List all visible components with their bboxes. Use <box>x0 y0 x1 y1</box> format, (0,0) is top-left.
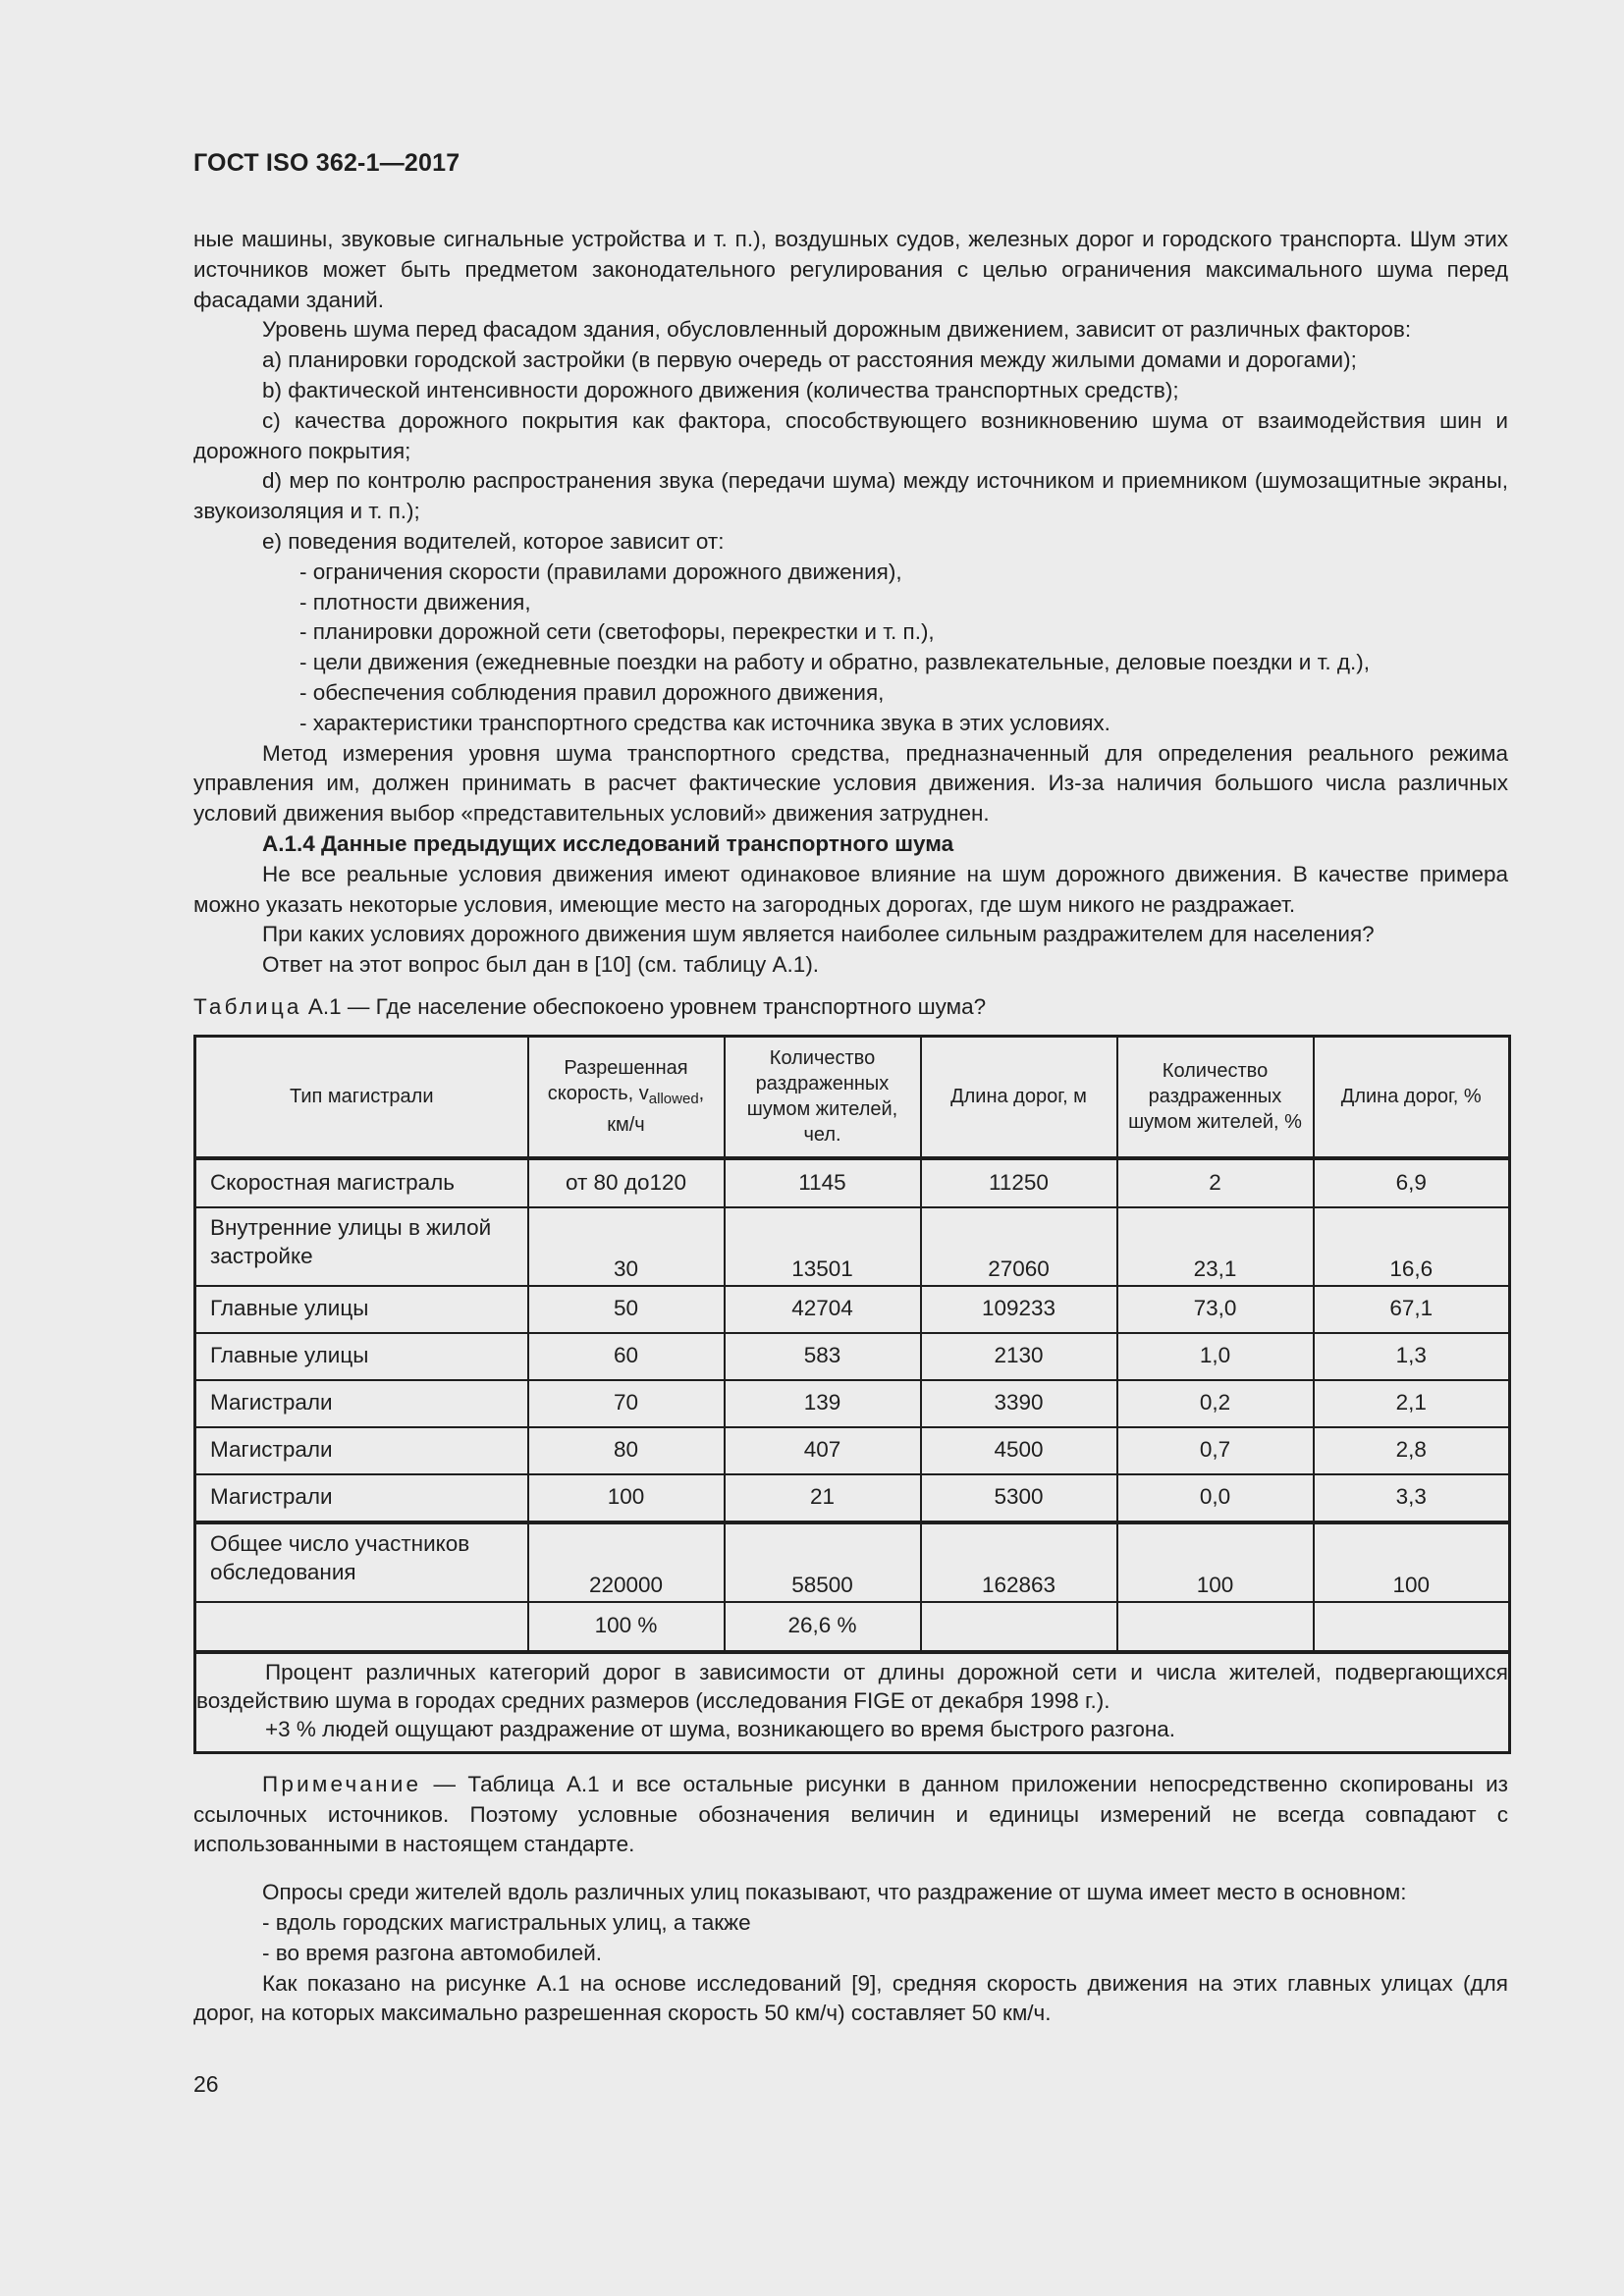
table-cell: 100 <box>1117 1522 1314 1602</box>
table-cell: Скоростная магистраль <box>195 1158 528 1207</box>
dash-item: - обеспечения соблюдения правил дорожного движения, <box>299 679 885 705</box>
table-cell: 67,1 <box>1314 1286 1510 1333</box>
table-cell: 2130 <box>921 1333 1117 1380</box>
table-cell: 70 <box>528 1380 725 1427</box>
table-row <box>195 1333 1510 1380</box>
table-cell: 58500 <box>725 1522 921 1602</box>
note-text: — Таблица А.1 и все остальные рисунки в данном приложении непосредственно скопированы из ссылочных источников. Поэтому условные обозначения величин и единицы измерений не всегда совпадают с использованными в настоящем стандарте. <box>193 1771 1508 1857</box>
table-cell: 1,3 <box>1314 1333 1510 1380</box>
table-cell: Магистрали <box>195 1380 528 1427</box>
table-footnote-row <box>195 1652 1510 1753</box>
speed-header-sub: allowed <box>648 1091 699 1108</box>
table-cell <box>1117 1602 1314 1652</box>
table-cell: 21 <box>725 1474 921 1522</box>
table-cell: 50 <box>528 1286 725 1333</box>
table-cell: 11250 <box>921 1158 1117 1207</box>
table-cell: Магистрали <box>195 1474 528 1522</box>
table-footnote-text: +3 % людей ощущают раздражение от шума, возникающего во время быстрого разгона. <box>265 1716 1176 1741</box>
speed-header-text: Разрешенная скорость, v <box>547 1057 688 1105</box>
list-item: c) качества дорожного покрытия как фактора, способствующего возникновению шума от взаимодействия шин и дорожного покрытия; <box>193 407 1508 463</box>
table-row <box>195 1207 1510 1286</box>
paragraph: Метод измерения уровня шума транспортного средства, предназначенный для определения реального режима управления им, должен принимать в расчет фактические условия движения. Из-за наличия большого числа различных условий движения выбор «представительных условий» движения затруднен. <box>193 740 1508 827</box>
table-cell <box>1314 1602 1510 1652</box>
dash-item: - цели движения (ежедневные поездки на работу и обратно, развлекательные, деловые поездки и т. д.), <box>299 650 1371 675</box>
table-cell: 220000 <box>528 1522 725 1602</box>
table-cell: Главные улицы <box>195 1333 528 1380</box>
dash-item: - вдоль городских магистральных улиц, а также <box>262 1909 751 1935</box>
table-cell: 42704 <box>725 1286 921 1333</box>
table-cell: 109233 <box>921 1286 1117 1333</box>
table-cell: Магистрали <box>195 1427 528 1474</box>
dash-item: - плотности движения, <box>299 589 531 614</box>
dash-item: - характеристики транспортного средства как источника звука в этих условиях. <box>299 710 1110 735</box>
table-caption <box>193 992 1508 1023</box>
page-number: 26 <box>193 2071 219 2097</box>
section-heading: А.1.4 Данные предыдущих исследований транспортного шума <box>262 830 954 856</box>
list-item: b) фактической интенсивности дорожного движения (количества транспортных средств); <box>262 377 1179 402</box>
table-percent-row <box>195 1602 1510 1652</box>
table-cell: 3,3 <box>1314 1474 1510 1522</box>
paragraph: Уровень шума перед фасадом здания, обусловленный дорожным движением, зависит от различных факторов: <box>262 317 1412 343</box>
table-cell <box>195 1602 528 1652</box>
table-cell: 27060 <box>921 1207 1117 1286</box>
table-cell: 2 <box>1117 1158 1314 1207</box>
dash-item: - ограничения скорости (правилами дорожного движения), <box>299 559 902 584</box>
table-cell: 583 <box>725 1333 921 1380</box>
table-cell: Общее число участников обследования <box>195 1522 528 1602</box>
table-total-row <box>195 1522 1510 1602</box>
table-header-row <box>195 1036 1510 1158</box>
table-row <box>195 1286 1510 1333</box>
table-cell: 3390 <box>921 1380 1117 1427</box>
table-cell: 5300 <box>921 1474 1117 1522</box>
table-row <box>195 1474 1510 1522</box>
col-header-annoyed-percent: Количество раздраженных шумом жителей, % <box>1117 1036 1314 1158</box>
dash-item: - во время разгона автомобилей. <box>262 1940 603 1965</box>
paragraph: Опросы среди жителей вдоль различных улиц показывают, что раздражение от шума имеет место в основном: <box>262 1880 1407 1905</box>
table-cell: Внутренние улицы в жилой застройке <box>195 1207 528 1286</box>
table-cell: 0,2 <box>1117 1380 1314 1427</box>
col-header-road-type: Тип магистрали <box>195 1036 528 1158</box>
document-header: ГОСТ ISO 362-1—2017 <box>193 149 460 177</box>
table-cell: Главные улицы <box>195 1286 528 1333</box>
table-cell: 4500 <box>921 1427 1117 1474</box>
table-caption-prefix: Таблица <box>193 993 302 1019</box>
table-cell: 139 <box>725 1380 921 1427</box>
list-item: e) поведения водителей, которое зависит от: <box>262 528 725 554</box>
table-cell: 407 <box>725 1427 921 1474</box>
col-header-annoyed-people: Количество раздраженных шумом жителей, чел. <box>725 1036 921 1158</box>
col-header-road-length: Длина дорог, м <box>921 1036 1117 1158</box>
table-cell: 2,1 <box>1314 1380 1510 1427</box>
table-cell: 80 <box>528 1427 725 1474</box>
note-paragraph <box>193 1770 1508 1860</box>
paragraph: Не все реальные условия движения имеют одинаковое влияние на шум дорожного движения. В качестве примера можно указать некоторые условия, имеющие место на загородных дорогах, где шум никого не раздражает. <box>193 861 1508 917</box>
table-caption-text: А.1 — Где население обеспокоено уровнем транспортного шума? <box>301 993 987 1019</box>
noise-table <box>193 1035 1511 1754</box>
table-cell: 1145 <box>725 1158 921 1207</box>
table-cell: 0,0 <box>1117 1474 1314 1522</box>
table-cell: 1,0 <box>1117 1333 1314 1380</box>
paragraph: Ответ на этот вопрос был дан в [10] (см. таблицу А.1). <box>262 952 820 978</box>
dash-item: - планировки дорожной сети (светофоры, перекрестки и т. п.), <box>299 619 935 645</box>
paragraph: При каких условиях дорожного движения шум является наиболее сильным раздражителем для населения? <box>262 922 1375 947</box>
paragraph: Как показано на рисунке А.1 на основе исследований [9], средняя скорость движения на этих главных улицах (для дорог, на которых максимально разрешенная скорость 50 км/ч) составляет 50 км/ч. <box>193 1970 1508 2026</box>
table-cell: 100 <box>528 1474 725 1522</box>
table-cell: 26,6 % <box>725 1602 921 1652</box>
table-footnote-text: Процент различных категорий дорог в зависимости от длины дорожной сети и числа жителей, подвергающихся воздействию шума в городах средних размеров (исследования FIGE от декабря 1998 г.). <box>196 1659 1508 1713</box>
speed-header-unit: , км/ч <box>607 1083 705 1137</box>
table-cell: 23,1 <box>1117 1207 1314 1286</box>
table-cell: 13501 <box>725 1207 921 1286</box>
table-cell: 16,6 <box>1314 1207 1510 1286</box>
table-cell: 30 <box>528 1207 725 1286</box>
table-cell: 73,0 <box>1117 1286 1314 1333</box>
table-row <box>195 1427 1510 1474</box>
paragraph: ные машины, звуковые сигнальные устройства и т. п.), воздушных судов, железных дорог и городского транспорта. Шум этих источников может быть предметом законодательного регулирования с целью ограничения максимального шума перед фасадами зданий. <box>193 227 1508 312</box>
table-row <box>195 1380 1510 1427</box>
table-cell: 60 <box>528 1333 725 1380</box>
note-prefix: Примечание <box>262 1771 422 1796</box>
table-cell: 6,9 <box>1314 1158 1510 1207</box>
table-cell: 0,7 <box>1117 1427 1314 1474</box>
list-item: d) мер по контролю распространения звука (передачи шума) между источником и приемником (шумозащитные экраны, звукоизоляция и т. п.); <box>193 468 1508 524</box>
table-cell: от 80 до120 <box>528 1158 725 1207</box>
col-header-road-length-percent: Длина дорог, % <box>1314 1036 1510 1158</box>
list-item: a) планировки городской застройки (в первую очередь от расстояния между жилыми домами и дорогами); <box>262 347 1357 373</box>
table-footnote <box>195 1652 1510 1753</box>
table-cell: 100 <box>1314 1522 1510 1602</box>
table-cell: 100 % <box>528 1602 725 1652</box>
table-row <box>195 1158 1510 1207</box>
table-cell: 2,8 <box>1314 1427 1510 1474</box>
table-cell: 162863 <box>921 1522 1117 1602</box>
col-header-speed <box>528 1036 725 1158</box>
table-cell <box>921 1602 1117 1652</box>
document-body <box>193 225 1508 2029</box>
